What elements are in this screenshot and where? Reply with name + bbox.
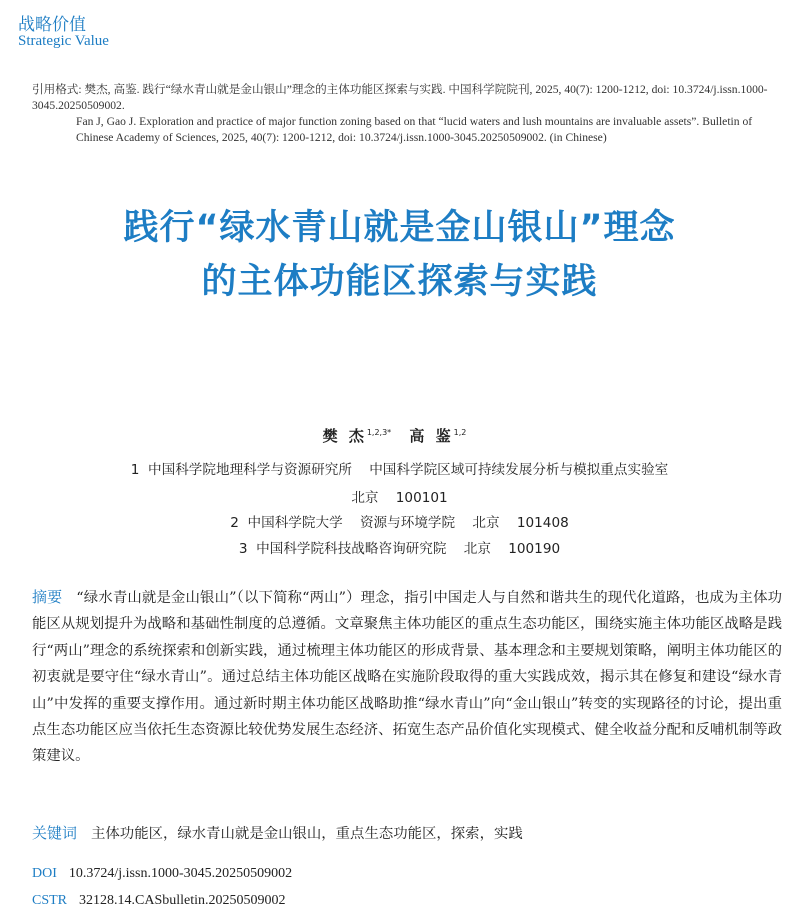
affiliation-1: 1 中国科学院地理科学与资源研究所 中国科学院区域可持续发展分析与模拟重点实验室 bbox=[130, 462, 669, 478]
author-list bbox=[0, 425, 799, 446]
abstract-text: “绿水青山就是金山银山”（以下简称“两山”）理念，指引中国走人与自然和谐共生的现代化道路，也成为主体功能区从规划提升为战略和基础性制度的总遵循。文章聚焦主体功能区的重点生态功能区，围绕实施主体功能区战略是践行“两山”理念的系统探索和创新实践，通过梳理主体功能区的形成背景、基本理念和主要规划策略，阐明主体功能区的初衷就是要守住“绿水青山”。通过总结主体功能区战略在实施阶段取得的重大实践成效，揭示其在修复和建设“绿水青山”中发挥的重要支撑作用。通过新时期主体功能区战略助推“绿水青山”向“金山银山”转变的实现路径的讨论，提出重点生态功能区应当依托生态资源比较优势发展生态经济、拓宽生态产品价值化实现模式、健全收益分配和反哺机制等政策建议。 bbox=[32, 590, 782, 765]
abstract-label: 摘要 bbox=[32, 588, 63, 606]
author-name: 高 鉴 bbox=[409, 427, 454, 445]
author-affiliation-mark: 1,2 bbox=[453, 428, 467, 437]
keywords-text: 主体功能区，绿水青山就是金山银山，重点生态功能区，探索，实践 bbox=[91, 826, 523, 842]
affiliation-3: 3 中国科学院科技战略咨询研究院 北京 100190 bbox=[238, 541, 561, 557]
citation-block bbox=[32, 82, 780, 146]
paper-title-line-2: 的主体功能区探索与实践 bbox=[201, 262, 598, 302]
citation-en: Fan J, Gao J. Exploration and practice of major function zoning based on that “lucid waters and lush mountains are invaluable assets”. Bulletin of Chinese Academy of Sciences, 2025, 40(7): 1200-1212, doi: 10.3724/j.issn.1000-3045.20250509002. (in Chinese) bbox=[76, 115, 753, 144]
doi-line bbox=[32, 866, 292, 882]
affiliation-2: 2 中国科学院大学 资源与环境学院 北京 101408 bbox=[230, 515, 569, 531]
paper-title-line-1: 践行“绿水青山就是金山银山”理念 bbox=[123, 208, 676, 248]
cstr-value: 32128.14.CASbulletin.20250509002 bbox=[79, 893, 286, 908]
cstr-line bbox=[32, 893, 286, 909]
affiliation-1-city: 北京 100101 bbox=[351, 490, 448, 506]
doi-value[interactable]: 10.3724/j.issn.1000-3045.20250509002 bbox=[68, 866, 293, 881]
cstr-label: CSTR bbox=[32, 893, 68, 908]
citation-cn: 引用格式: 樊杰, 高鉴. 践行“绿水青山就是金山银山”理念的主体功能区探索与实践. 中国科学院院刊, 2025, 40(7): 1200-1212, doi: 10.3724/j.issn.1000-3045.20250509002. bbox=[32, 83, 768, 112]
doi-label: DOI bbox=[32, 866, 57, 881]
author-affiliation-mark: 1,2,3* bbox=[366, 428, 392, 437]
abstract bbox=[32, 584, 782, 770]
author-name: 樊 杰 bbox=[322, 427, 367, 445]
keywords bbox=[32, 822, 523, 843]
section-label-cn: 战略价值 bbox=[18, 15, 86, 35]
section-label-en: Strategic Value bbox=[18, 33, 109, 49]
keywords-label: 关键词 bbox=[32, 824, 78, 842]
